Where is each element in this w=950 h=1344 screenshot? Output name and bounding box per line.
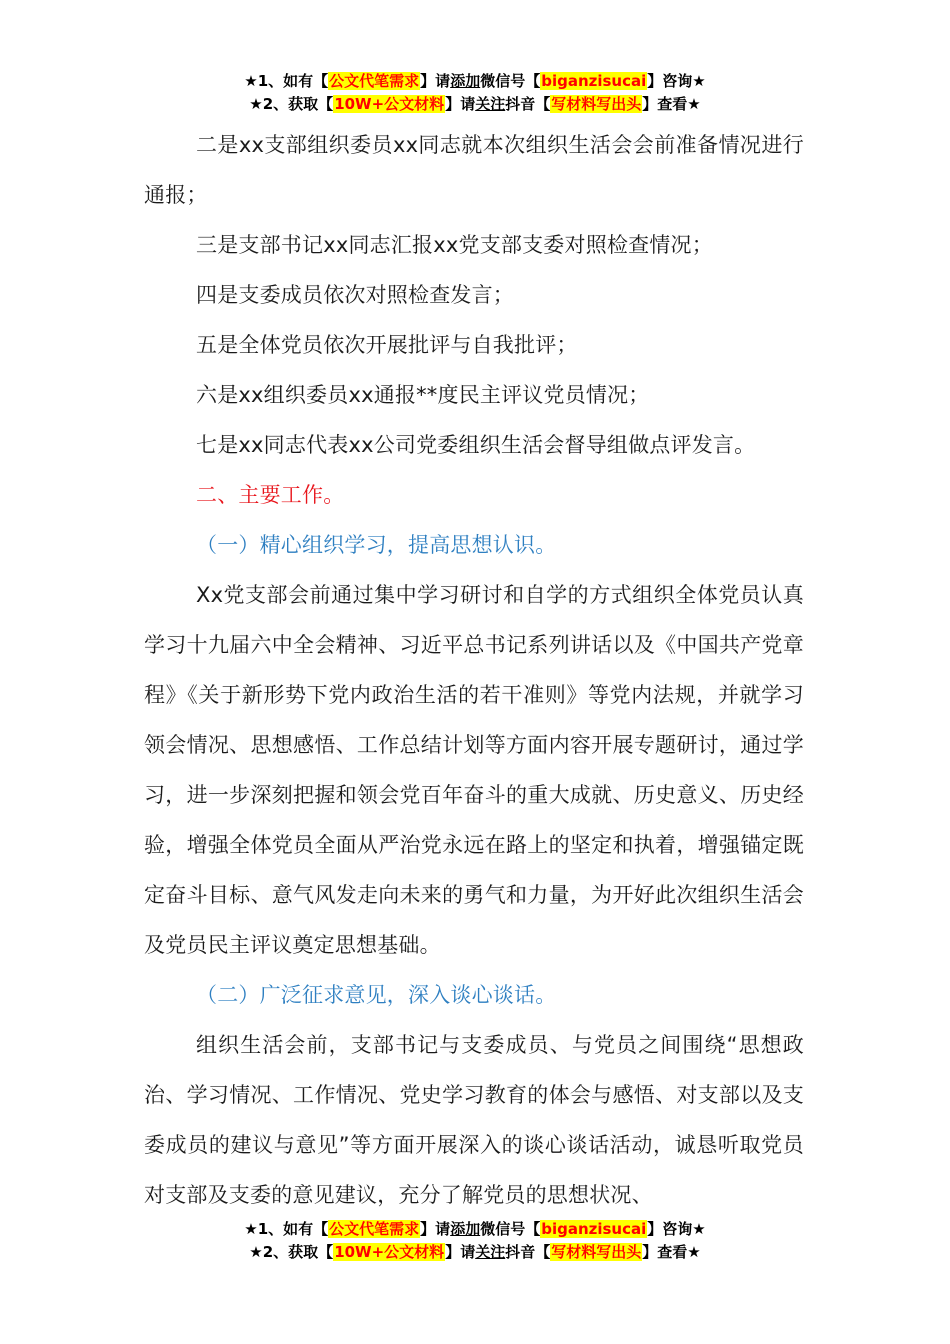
paragraph: 三是支部书记xx同志汇报xx党支部支委对照检查情况； — [196, 233, 713, 257]
paragraph: 五是全体党员依次开展批评与自我批评； — [196, 333, 578, 357]
banner-underline: 添加 — [450, 1220, 481, 1238]
banner-line-1 — [0, 70, 950, 93]
banner-line-2 — [0, 1241, 950, 1264]
subsection-heading: （一）精心组织学习，提高思想认识。 — [196, 533, 557, 557]
banner-highlight: 写材料写出头 — [551, 95, 642, 113]
paragraph: 六是xx组织委员xx通报**度民主评议党员情况； — [196, 383, 650, 407]
banner-highlight: 公文代笔需求 — [329, 1220, 420, 1238]
banner-line-2 — [0, 93, 950, 116]
banner-text: 】查看★ — [642, 1243, 701, 1261]
banner-underline: 添加 — [450, 72, 481, 90]
banner-text: 】咨询★ — [647, 72, 706, 90]
banner-text: ★2、获取【 — [249, 1243, 334, 1261]
paragraph: 二是xx支部组织委员xx同志就本次组织生活会会前准备情况进行通报； — [144, 133, 804, 207]
banner-text: ★2、获取【 — [249, 95, 334, 113]
banner-text: ★1、如有【 — [244, 1220, 329, 1238]
banner-text: 】请 — [445, 1243, 476, 1261]
banner-text: ★1、如有【 — [244, 72, 329, 90]
document-body — [144, 120, 804, 1220]
banner-text: 抖音【 — [505, 95, 551, 113]
banner-highlight: 10W+公文材料 — [334, 1243, 445, 1261]
banner-text: 微信号【 — [480, 72, 541, 90]
section-heading: 二、主要工作。 — [196, 483, 345, 507]
banner-text: 】请 — [445, 95, 476, 113]
banner-text: 】请 — [420, 1220, 451, 1238]
banner-highlight: 写材料写出头 — [551, 1243, 642, 1261]
banner-text: 抖音【 — [505, 1243, 551, 1261]
banner-underline: 关注 — [475, 1243, 506, 1261]
banner-line-1 — [0, 1218, 950, 1241]
paragraph: 四是支委成员依次对照检查发言； — [196, 283, 514, 307]
paragraph: 七是xx同志代表xx公司党委组织生活会督导组做点评发言。 — [196, 433, 756, 457]
footer-banner — [0, 1218, 950, 1264]
banner-underline: 关注 — [475, 95, 506, 113]
banner-highlight: biganzisucai — [541, 72, 647, 90]
banner-text: 】查看★ — [642, 95, 701, 113]
paragraph: Xx党支部会前通过集中学习研讨和自学的方式组织全体党员认真学习十九届六中全会精神、习近平总书记系列讲话以及《中国共产党章程》《关于新形势下党内政治生活的若干准则》等党内法规，并就学习领会情况、思想感悟、工作总结计划等方面内容开展专题研讨，通过学习，进一步深刻把握和领会党百年奋斗的重大成就、历史意义、历史经验，增强全体党员全面从严治党永远在路上的坚定和执着，增强锚定既定奋斗目标、意气风发走向未来的勇气和力量，为开好此次组织生活会及党员民主评议奠定思想基础。 — [144, 583, 804, 957]
paragraph: 组织生活会前，支部书记与支委成员、与党员之间围绕“思想政治、学习情况、工作情况、党史学习教育的体会与感悟、对支部以及支委成员的建议与意见”等方面开展深入的谈心谈话活动，诚恳听取党员对支部及支委的意见建议，充分了解党员的思想状况、 — [144, 1033, 804, 1207]
banner-text: 微信号【 — [480, 1220, 541, 1238]
banner-highlight: 10W+公文材料 — [334, 95, 445, 113]
subsection-heading: （二）广泛征求意见，深入谈心谈话。 — [196, 983, 557, 1007]
header-banner — [0, 70, 950, 116]
banner-highlight: biganzisucai — [541, 1220, 647, 1238]
banner-text: 】请 — [420, 72, 451, 90]
banner-text: 】咨询★ — [647, 1220, 706, 1238]
banner-highlight: 公文代笔需求 — [329, 72, 420, 90]
